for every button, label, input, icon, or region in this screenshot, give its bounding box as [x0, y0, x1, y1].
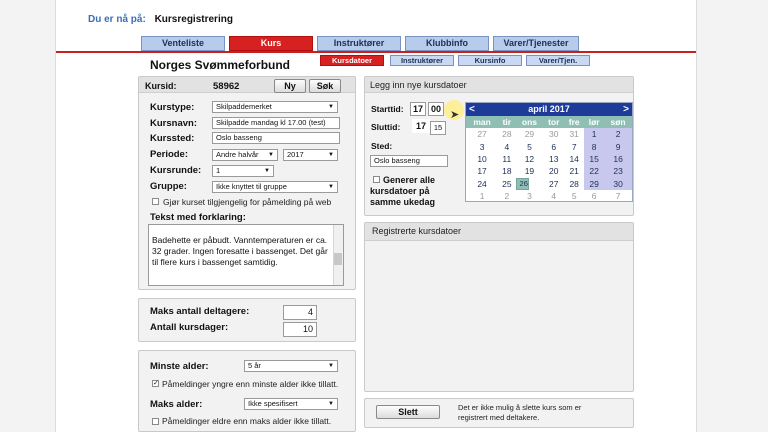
course-round-label: Kursrunde:: [150, 165, 202, 176]
weekday-header: tir: [498, 116, 515, 128]
chevron-down-icon: ▼: [328, 152, 334, 158]
end-time-label: Sluttid:: [371, 122, 401, 132]
calendar-day[interactable]: 16: [604, 153, 632, 165]
calendar-day[interactable]: 21: [569, 166, 579, 177]
min-age-checkbox[interactable]: ✓: [153, 380, 159, 387]
subtab-instruktorer[interactable]: Instruktører: [390, 55, 454, 66]
calendar-day[interactable]: 3: [479, 141, 485, 152]
max-age-value: Ikke spesifisert: [248, 399, 298, 408]
course-place-label: Kurssted:: [150, 133, 195, 144]
course-id-label: Kursid:: [145, 81, 177, 91]
course-place-input[interactable]: Oslo basseng: [212, 132, 340, 144]
calendar-day[interactable]: 27: [549, 178, 559, 189]
calendar-day[interactable]: 6: [591, 191, 597, 202]
min-age-value: 5 år: [248, 361, 261, 370]
end-hour-input[interactable]: 17: [412, 119, 430, 133]
subtab-varer-tjen[interactable]: Varer/Tjen.: [526, 55, 590, 66]
calendar-day[interactable]: 19: [524, 166, 535, 177]
calendar-day[interactable]: 31: [569, 129, 579, 140]
calendar-day[interactable]: 1: [479, 191, 485, 202]
calendar-day[interactable]: 12: [524, 153, 535, 164]
search-button[interactable]: Søk: [309, 79, 341, 93]
calendar-day[interactable]: 29: [524, 129, 535, 140]
course-type-select[interactable]: [212, 101, 338, 113]
course-round-value: 1: [216, 166, 221, 175]
calendar-day-selected[interactable]: 26: [516, 178, 529, 190]
breadcrumb-current: Kursregistrering: [154, 14, 233, 25]
subtab-kursinfo[interactable]: Kursinfo: [458, 55, 522, 66]
calendar-day[interactable]: 20: [549, 166, 559, 177]
calendar-day[interactable]: 11: [502, 153, 512, 164]
date-picker-calendar[interactable]: [465, 102, 633, 202]
calendar-day[interactable]: 22: [584, 165, 604, 177]
calendar-day[interactable]: 30: [549, 129, 559, 140]
calendar-day[interactable]: 23: [604, 165, 632, 177]
weekday-header: tor: [543, 116, 564, 128]
web-checkbox[interactable]: [152, 198, 159, 205]
web-checkbox-label: Gjør kurset tilgjengelig for påmelding på web: [163, 197, 332, 207]
subtab-kursdatoer[interactable]: Kursdatoer: [320, 55, 384, 66]
breadcrumb: [88, 14, 233, 25]
weekday-header: man: [466, 116, 498, 128]
right-margin: [696, 0, 768, 432]
calendar-prev-button[interactable]: <: [469, 104, 475, 115]
calendar-day[interactable]: 5: [527, 141, 532, 152]
delete-button[interactable]: Slett: [376, 405, 440, 419]
calendar-month-label: april 2017: [528, 104, 570, 114]
num-days-label: Antall kursdager:: [150, 322, 229, 333]
calendar-day[interactable]: 4: [504, 141, 510, 152]
limits-panel: [138, 298, 356, 342]
weekday-header: ons: [516, 116, 544, 128]
calendar-day[interactable]: 29: [584, 178, 604, 190]
delete-note: Det er ikke mulig å slette kurs som er registrert med deltakere.: [458, 403, 582, 422]
calendar-day[interactable]: 27: [477, 129, 487, 140]
generate-label: Generer alle kursdatoer på samme ukedag: [370, 175, 436, 207]
chevron-down-icon: ▼: [328, 363, 334, 369]
calendar-day[interactable]: 10: [477, 153, 487, 164]
start-hour-input[interactable]: 17: [410, 102, 426, 116]
course-id-value: 58962: [213, 81, 240, 92]
max-age-select[interactable]: [244, 398, 338, 410]
course-type-value: Skilpaddemerket: [216, 102, 272, 111]
calendar-day[interactable]: 17: [477, 166, 487, 177]
calendar-day[interactable]: 2: [604, 128, 632, 140]
weekday-header: søn: [604, 116, 632, 128]
description-label: Tekst med forklaring:: [150, 212, 246, 223]
mouse-pointer-icon: ➤: [450, 109, 460, 121]
max-age-label: Maks alder:: [150, 399, 203, 410]
left-margin: [0, 0, 56, 432]
place-input[interactable]: Oslo basseng: [370, 155, 448, 167]
tab-klubbinfo[interactable]: Klubbinfo: [405, 36, 489, 51]
max-participants-label: Maks antall deltagere:: [150, 306, 250, 317]
course-round-select[interactable]: [212, 165, 274, 177]
calendar-next-button[interactable]: >: [623, 104, 629, 115]
start-time-label: Starttid:: [371, 104, 404, 114]
calendar-day[interactable]: 30: [604, 178, 632, 190]
calendar-day[interactable]: 18: [502, 166, 512, 177]
description-scrollbar[interactable]: [333, 225, 343, 285]
calendar-day[interactable]: 2: [504, 191, 510, 202]
calendar-day[interactable]: 9: [604, 140, 632, 152]
year-select[interactable]: [283, 149, 338, 161]
course-type-label: Kurstype:: [150, 102, 195, 113]
min-age-checkbox-label: Påmeldinger yngre enn minste alder ikke tillatt.: [162, 379, 339, 389]
num-days-input[interactable]: 10: [283, 322, 317, 337]
period-select[interactable]: [212, 149, 278, 161]
max-age-checkbox[interactable]: [152, 418, 159, 425]
max-age-checkbox-label: Påmeldinger eldre enn maks alder ikke tillatt.: [162, 416, 332, 426]
weekday-header: fre: [564, 116, 584, 128]
calendar-day[interactable]: 8: [584, 140, 604, 152]
calendar-day[interactable]: 14: [569, 153, 579, 164]
chevron-down-icon: ▼: [328, 184, 334, 190]
place-label: Sted:: [371, 141, 393, 151]
calendar-day[interactable]: 15: [584, 153, 604, 165]
chevron-down-icon: ▼: [264, 168, 270, 174]
end-minute-input[interactable]: 15: [430, 121, 446, 135]
weekday-header: lør: [584, 116, 604, 128]
nav-underline: [56, 51, 696, 53]
period-value: Andre halvår: [216, 150, 259, 159]
course-name-label: Kursnavn:: [150, 118, 197, 129]
tab-venteliste[interactable]: Venteliste: [141, 36, 225, 51]
chevron-down-icon: ▼: [328, 401, 334, 407]
calendar-day[interactable]: 3: [527, 191, 532, 202]
course-name-input[interactable]: Skilpadde mandag kl 17.00 (test): [212, 117, 340, 129]
group-label: Gruppe:: [150, 181, 187, 192]
calendar-day[interactable]: 5: [571, 191, 577, 202]
min-age-label: Minste alder:: [150, 361, 209, 372]
start-minute-input[interactable]: 00: [428, 102, 444, 116]
calendar-day[interactable]: 13: [549, 153, 559, 164]
calendar-day[interactable]: 7: [615, 191, 621, 202]
group-select[interactable]: [212, 181, 338, 193]
calendar-day[interactable]: 4: [551, 191, 557, 202]
calendar-day[interactable]: 6: [551, 141, 557, 152]
registered-dates-panel: [364, 222, 634, 392]
calendar-day[interactable]: 1: [584, 128, 604, 140]
calendar-day[interactable]: 24: [477, 178, 487, 189]
org-name: Norges Svømmeforbund: [150, 58, 291, 72]
calendar-day[interactable]: 25: [502, 178, 512, 189]
tab-instruktorer[interactable]: Instruktører: [317, 36, 401, 51]
new-dates-title: Legg inn nye kursdatoer: [370, 80, 467, 90]
year-value: 2017: [287, 150, 304, 159]
calendar-day[interactable]: 7: [571, 141, 577, 152]
new-button[interactable]: Ny: [274, 79, 306, 93]
calendar-grid: [466, 116, 632, 202]
calendar-day[interactable]: 28: [569, 178, 579, 189]
tab-varer-tjenester[interactable]: Varer/Tjenester: [493, 36, 579, 51]
chevron-down-icon: ▼: [328, 104, 334, 110]
min-age-select[interactable]: [244, 360, 338, 372]
max-participants-input[interactable]: 4: [283, 305, 317, 320]
registered-dates-title: Registrerte kursdatoer: [372, 226, 462, 236]
calendar-day[interactable]: 28: [502, 129, 512, 140]
breadcrumb-label: Du er nå på:: [88, 14, 146, 25]
tab-kurs[interactable]: Kurs: [229, 36, 313, 51]
period-label: Periode:: [150, 149, 189, 160]
description-textarea[interactable]: [148, 224, 344, 286]
description-scrollthumb[interactable]: [334, 253, 342, 265]
chevron-down-icon: ▼: [268, 152, 274, 158]
group-value: Ikke knyttet til gruppe: [216, 182, 287, 191]
calendar-header: [466, 103, 632, 116]
description-text: Badehette er påbudt. Vanntemperaturen er ca. 32 grader. Ingen foresatte i bassenget. Det går til flere kurs i bassenget samtidig.: [152, 235, 328, 267]
